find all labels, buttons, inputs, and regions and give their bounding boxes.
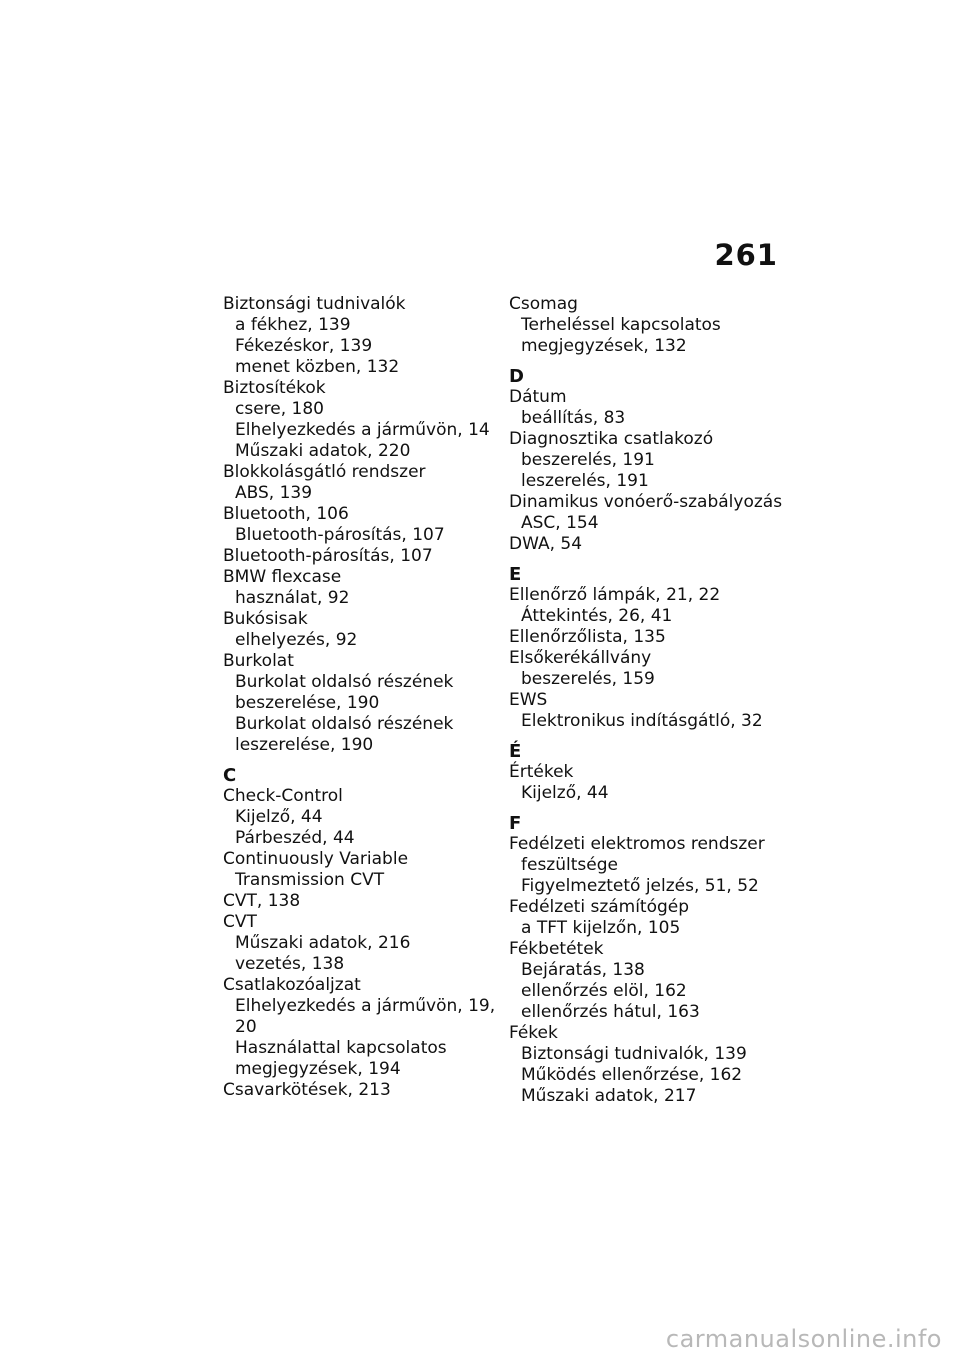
index-main-entry: Értékek	[509, 762, 574, 782]
index-section-letter: F	[509, 813, 522, 834]
index-main-entry: Bukósisak	[223, 609, 308, 629]
index-sub-entry: a TFT kijelzőn, 105	[521, 918, 681, 938]
index-sub-entry: ABS, 139	[235, 483, 313, 503]
index-main-entry: Fékek	[509, 1023, 558, 1043]
index-main-entry: EWS	[509, 690, 548, 710]
index-sub-entry: ellenőrzés hátul, 163	[521, 1002, 700, 1022]
index-sub-entry: csere, 180	[235, 399, 324, 419]
index-main-entry: Csatlakozóaljzat	[223, 975, 361, 995]
index-sub-entry: leszerelése, 190	[235, 735, 374, 755]
index-sub-entry: Elektronikus indításgátló, 32	[521, 711, 763, 731]
index-section-letter: E	[509, 564, 522, 585]
index-sub-entry: Működés ellenőrzése, 162	[521, 1065, 743, 1085]
index-main-entry: Bluetooth-párosítás, 107	[223, 546, 433, 566]
index-sub-entry: használat, 92	[235, 588, 350, 608]
index-sub-entry: leszerelés, 191	[521, 471, 649, 491]
index-sub-entry: Figyelmeztető jelzés, 51, 52	[521, 876, 759, 896]
index-sub-entry: Kijelző, 44	[521, 783, 609, 803]
index-sub-entry: Biztonsági tudnivalók, 139	[521, 1044, 747, 1064]
index-sub-entry: a fékhez, 139	[235, 315, 351, 335]
index-main-entry: DWA, 54	[509, 534, 583, 554]
page-number: 261	[714, 238, 778, 272]
index-sub-entry: Burkolat oldalsó részének	[235, 672, 454, 692]
index-sub-entry: Elhelyezkedés a járművön, 19,	[235, 996, 496, 1016]
index-sub-entry: Bluetooth-párosítás, 107	[235, 525, 445, 545]
index-sub-entry: megjegyzések, 194	[235, 1059, 401, 1079]
index-sub-entry: Elhelyezkedés a járművön, 14	[235, 420, 490, 440]
index-sub-entry: Használattal kapcsolatos	[235, 1038, 447, 1058]
index-main-entry: Dátum	[509, 387, 567, 407]
index-main-entry: Dinamikus vonóerő-szabályozás	[509, 492, 783, 512]
index-main-entry: Csomag	[509, 294, 578, 314]
watermark: carmanualsonline.info	[665, 1325, 942, 1353]
index-main-entry: Diagnosztika csatlakozó	[509, 429, 714, 449]
index-main-entry: Check-Control	[223, 786, 343, 806]
index-sub-entry: beszerelés, 159	[521, 669, 655, 689]
index-sub-entry: beszerelés, 191	[521, 450, 655, 470]
index-main-entry: Bluetooth, 106	[223, 504, 349, 524]
index-main-entry: Fedélzeti számítógép	[509, 897, 690, 917]
index-sub-entry: ellenőrzés elöl, 162	[521, 981, 687, 1001]
index-sub-entry: 20	[235, 1017, 257, 1037]
index-sub-entry: feszültsége	[521, 855, 618, 875]
index-sub-entry: vezetés, 138	[235, 954, 345, 974]
index-sub-entry: beállítás, 83	[521, 408, 626, 428]
index-sub-entry: ASC, 154	[521, 513, 599, 533]
index-main-entry: BMW flexcase	[223, 567, 342, 587]
index-sub-entry: megjegyzések, 132	[521, 336, 687, 356]
index-column-right	[509, 294, 809, 1107]
index-main-entry: Biztosítékok	[223, 378, 326, 398]
index-main-entry: CVT, 138	[223, 891, 301, 911]
index-sub-entry: menet közben, 132	[235, 357, 400, 377]
index-sub-entry: Bejáratás, 138	[521, 960, 645, 980]
index-main-entry: Ellenőrzőlista, 135	[509, 627, 666, 647]
index-main-entry: Burkolat	[223, 651, 294, 671]
index-sub-entry: Műszaki adatok, 216	[235, 933, 411, 953]
index-main-entry: Biztonsági tudnivalók	[223, 294, 406, 314]
index-section-letter: É	[509, 741, 522, 762]
index-main-entry: Ellenőrző lámpák, 21, 22	[509, 585, 721, 605]
index-column-left	[223, 294, 513, 1101]
index-main-entry: Csavarkötések, 213	[223, 1080, 391, 1100]
index-sub-entry: beszerelése, 190	[235, 693, 380, 713]
index-sub-entry: Terheléssel kapcsolatos	[521, 315, 721, 335]
index-sub-entry: Burkolat oldalsó részének	[235, 714, 454, 734]
index-main-entry: Blokkolásgátló rendszer	[223, 462, 426, 482]
index-sub-entry: Transmission CVT	[235, 870, 385, 890]
index-section-letter: C	[223, 765, 237, 786]
index-main-entry: Fékbetétek	[509, 939, 604, 959]
index-main-entry: Continuously Variable	[223, 849, 409, 869]
index-sub-entry: Kijelző, 44	[235, 807, 323, 827]
index-sub-entry: Műszaki adatok, 220	[235, 441, 411, 461]
index-sub-entry: Áttekintés, 26, 41	[521, 606, 673, 626]
index-sub-entry: Fékezéskor, 139	[235, 336, 373, 356]
index-section-letter: D	[509, 366, 524, 387]
index-sub-entry: Párbeszéd, 44	[235, 828, 355, 848]
index-main-entry: CVT	[223, 912, 257, 932]
index-sub-entry: Műszaki adatok, 217	[521, 1086, 697, 1106]
index-main-entry: Elsőkerékállvány	[509, 648, 652, 668]
index-main-entry: Fedélzeti elektromos rendszer	[509, 834, 765, 854]
index-sub-entry: elhelyezés, 92	[235, 630, 358, 650]
